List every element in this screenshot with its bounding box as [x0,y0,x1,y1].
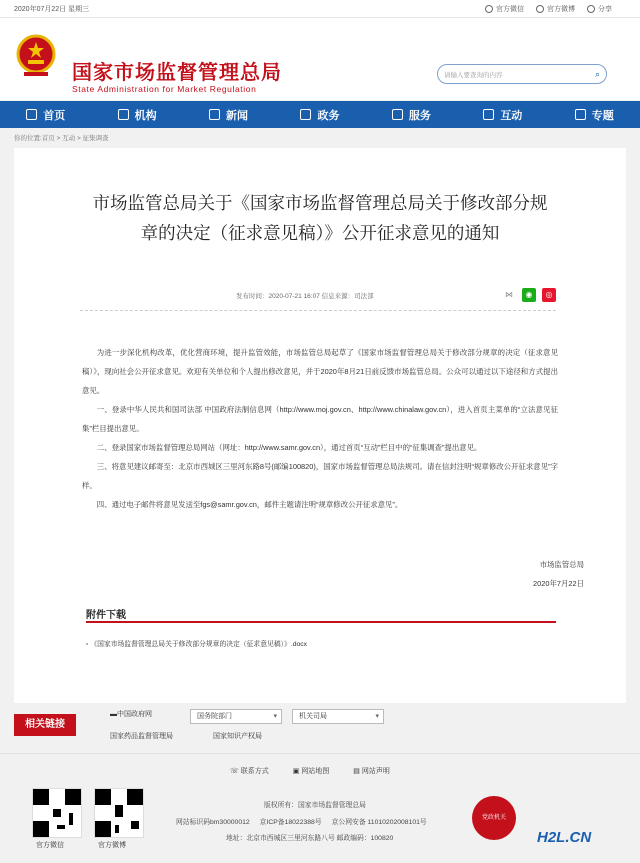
gov-link[interactable]: ▬中国政府网 [110,711,152,718]
related-links [0,703,640,753]
weibo-share-icon[interactable]: ◎ [542,288,556,302]
police-link[interactable]: 京公网安备 11010202008101号 [331,818,427,826]
department-select[interactable]: 国务院部门 ▾ [190,709,282,724]
address: 地址：北京市西城区三里河东路八号 邮政编码：100820 [226,835,394,842]
paragraph: 二、登录国家市场监督管理总局网站（网址：http://www.samr.gov.cn），通过首页“互动”栏目中的“征集调查”提出意见。 [96,443,482,452]
bureau-select[interactable]: 机关司局 ▾ [292,709,384,724]
current-date: 2020年07月22日 星期三 [14,5,90,13]
cnipa-link[interactable]: 国家知识产权局 [213,733,262,740]
statement-icon: ▤ [353,768,360,775]
site-id: 网站标识码bm30000012 [176,818,250,826]
footer-links [230,766,390,776]
top-bar [0,0,640,18]
site-title[interactable]: 国家市场监督管理总局 [72,62,282,84]
icp-link[interactable]: 京ICP备18022388号 [259,818,322,826]
nav-topics[interactable]: 专题 [549,107,640,123]
article-meta: 发布时间：2020-07-21 16:07 信息来源：司法部 [236,293,374,300]
wechat-share-icon[interactable]: ◉ [522,288,536,302]
attachment-divider [86,621,556,623]
related-links-tag: 相关链接 [14,714,76,736]
statement-link[interactable]: ▤ 网站声明 [353,768,390,775]
nav-institutions[interactable]: 机构 [91,107,182,123]
wechat-link[interactable]: 官方微信 [485,4,524,14]
share-icon [587,5,595,13]
nmpa-link[interactable]: 国家药品监督管理局 [110,733,173,740]
signature [444,555,584,593]
site-subtitle: State Administration for Market Regulation [72,84,257,94]
article-panel [14,148,626,703]
divider [80,310,556,311]
nav-interaction[interactable]: 互动 [457,107,548,123]
attachment-heading: 附件下载 [86,610,126,621]
nav-home[interactable]: 首页 [0,107,91,123]
nav-news[interactable]: 新闻 [183,107,274,123]
party-govt-badge[interactable]: 党政机关 [472,796,516,840]
search-input[interactable]: 请输入要查询的内容 [444,71,503,79]
interaction-icon [483,109,494,120]
copyright: 版权所有：国家市场监督管理总局 [264,802,366,809]
sitemap-link[interactable]: ▣ 网站地图 [292,768,330,775]
gov-icon: ▬ [110,711,117,718]
search-box[interactable] [437,64,607,84]
affairs-icon [300,109,311,120]
paragraph: 三、将意见建议邮寄至：北京市西城区三里河东路8号(邮编100820)，国家市场监督管理总局法规司。请在信封注明“规章修改公开征求意见”字样。 [82,462,558,490]
weibo-qr-code [94,788,144,838]
breadcrumb[interactable]: 你的位置:首页 > 互动 > 征集调查 [14,135,109,142]
national-emblem-icon [16,34,56,78]
home-icon [26,109,37,120]
paragraph: 为进一步深化机构改革，优化营商环境，提升监管效能，市场监管总局起草了《国家市场监督管理总局关于修改部分规章的决定（征求意见稿）》，现向社会公开征求意见。欢迎有关单位和个人提出修改意见，并于2020年8月21日前反馈市场监管总局。公众可以通过以下途径和方式提出意见。 [82,348,558,395]
article-body [82,343,558,514]
wechat-qr-code [32,788,82,838]
search-icon[interactable]: ⌕ [594,68,600,79]
contact-link[interactable]: ☏ 联系方式 [230,768,269,775]
topics-icon [575,109,586,120]
news-icon [209,109,220,120]
site-footer [0,753,640,863]
watermark: H2L.CN [537,829,592,846]
sitemap-icon: ▣ [292,768,300,775]
wechat-qr-label: 官方微信 [36,842,64,849]
paragraph: 四、通过电子邮件将意见发送至fgs@samr.gov.cn，邮件主题请注明“规章修改公开征求意见”。 [96,500,403,509]
article-title: 市场监管总局关于《国家市场监督管理总局关于修改部分规章的决定（征求意见稿）》公开征求意见的通知 [92,193,548,243]
share-icon[interactable]: ⋈ [505,290,513,299]
main-nav [0,101,640,128]
share-link[interactable]: 分享 [587,4,612,14]
paragraph: 一、登录中华人民共和国司法部 中国政府法制信息网（http://www.moj.gov.cn、http://www.chinalaw.gov.cn），进入首页主菜单的“立法意见征集”栏目提出意见。 [82,405,558,433]
nav-affairs[interactable]: 政务 [274,107,365,123]
signer: 市场监管总局 [539,560,584,569]
sign-date: 2020年7月22日 [533,579,584,588]
attachment-link[interactable]: ▫ 《国家市场监督管理总局关于修改部分规章的决定（征求意见稿）》.docx [86,641,308,648]
site-header [0,18,640,100]
weibo-link[interactable]: 官方微博 [536,4,575,14]
phone-icon: ☏ [230,768,239,775]
share-buttons [502,288,556,302]
footer-info [176,798,427,848]
weibo-qr-label: 官方微博 [98,842,126,849]
weibo-icon [536,5,544,13]
wechat-icon [485,5,493,13]
nav-services[interactable]: 服务 [366,107,457,123]
services-icon [392,109,403,120]
institution-icon [118,109,129,120]
